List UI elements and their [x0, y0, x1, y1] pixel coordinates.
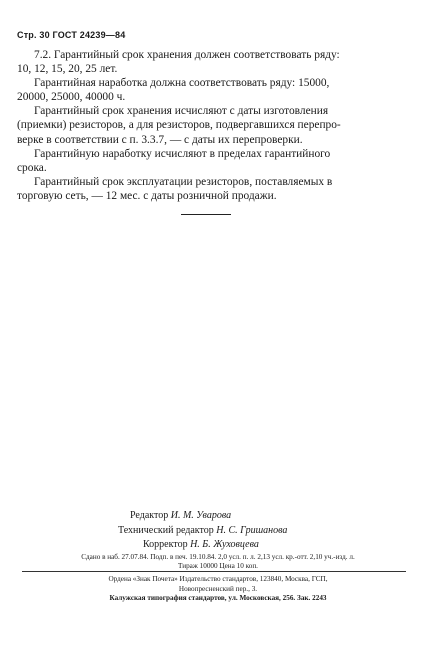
paragraph-7-2-line-1: 7.2. Гарантийный срок хранения должен соответствовать ряду: [34, 49, 340, 61]
print-info-line-2: Тираж 10000 Цена 10 коп. [178, 562, 258, 570]
publisher-line-1: Ордена «Знак Почета» Издательство стандартов, 123840, Москва, ГСП, [108, 575, 328, 583]
print-info-line-1: Сдано в наб. 27.07.84. Подп. в печ. 19.10.84. 2,0 усл. п. л. 2,13 усл. кр.-отт. 2,10 уч.-изд. л. [81, 553, 355, 561]
paragraph-operating-count-line-1: Гарантийную наработку исчисляют в пределах гарантийного [34, 147, 331, 160]
print-info [28, 553, 408, 571]
credits-block [118, 509, 288, 553]
tech-editor-line [118, 524, 287, 539]
paragraph-operating-count-line-2: срока. [17, 161, 47, 174]
editor-line [130, 509, 287, 524]
tech-editor-label: Технический редактор [118, 524, 214, 536]
printing-house-line: Калужская типография стандартов, ул. Московская, 256. Зак. 2243 [109, 594, 327, 602]
imprint-divider [22, 571, 406, 572]
tech-editor-name: Н. С. Гришанова [216, 524, 288, 536]
paragraph-operating-time-line-2: 20000, 25000, 40000 ч. [17, 91, 126, 104]
paragraph-storage-start-line-2: (приемки) резисторов, а для резисторов, подвергавшихся перепро- [17, 119, 341, 132]
paragraph-service-life-line-1: Гарантийный срок эксплуатации резисторов, поставляемых в [34, 175, 333, 188]
proofreader-name: Н. Б. Жуховцева [190, 539, 259, 550]
paragraph-operating-time-line-1: Гарантийная наработка должна соответствовать ряду: 15000, [34, 77, 330, 90]
paragraph-service-life-line-2: торговую сеть, — 12 мес. с даты розничной продажи. [17, 189, 277, 202]
editor-label: Редактор [130, 510, 169, 521]
page-header: Стр. 30 ГОСТ 24239—84 [17, 30, 126, 40]
publisher-line-2: Новопресненский пер., 3. [178, 584, 258, 593]
editor-name: И. М. Уварова [170, 510, 232, 521]
publisher-info [28, 575, 408, 604]
paragraph-7-2-line-2: 10, 12, 15, 20, 25 лет. [17, 63, 118, 76]
proofreader-label: Корректор [143, 539, 188, 550]
paragraph-storage-start-line-1: Гарантийный срок хранения исчисляют с даты изготовления [34, 105, 329, 118]
proofreader-line [143, 538, 287, 553]
paragraph-storage-start-line-3: верке в соответствии с п. 3.3.7, — с даты их перепроверки. [17, 133, 303, 146]
body-text [17, 48, 393, 203]
section-end-rule [181, 214, 231, 215]
